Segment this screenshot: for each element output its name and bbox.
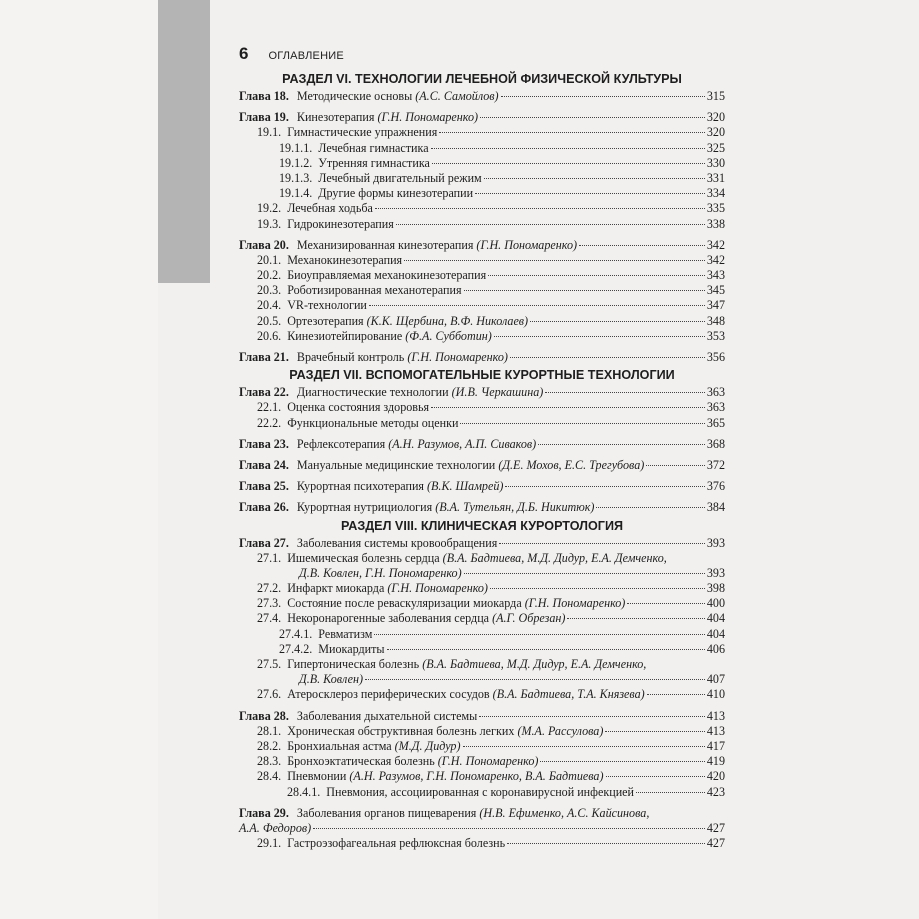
- entry-title: [299, 566, 462, 581]
- entry-title: [318, 642, 384, 657]
- entry-title: [287, 329, 492, 344]
- toc-chapter-row: [239, 479, 725, 494]
- entry-title-text: Бронхоэктатическая болезнь: [287, 754, 438, 769]
- toc-chapter-row: [239, 500, 725, 515]
- entry-number: 27.3.: [257, 596, 282, 611]
- entry-authors: А.А. Федоров): [239, 820, 312, 835]
- entry-title: [297, 385, 543, 400]
- toc-chapter-row: [239, 385, 725, 400]
- dot-leader: [606, 776, 705, 777]
- toc-entry-row: [239, 156, 725, 171]
- dot-leader: [596, 507, 704, 508]
- dot-leader: [431, 148, 705, 149]
- toc-entry-row: [239, 769, 725, 784]
- entry-title-text: Заболевания органов пищеварения: [296, 805, 480, 820]
- toc-entry-row: [239, 416, 725, 431]
- toc-entry-row: [239, 754, 725, 769]
- running-title: ОГЛАВЛЕНИЕ: [268, 50, 344, 62]
- entry-number: 27.5.: [257, 657, 282, 671]
- toc-entry-row: [239, 627, 725, 642]
- entry-title: [297, 437, 536, 452]
- entry-authors: (Д.Е. Мохов, Е.С. Трегубова): [498, 457, 645, 472]
- page-reference: 423: [706, 784, 725, 799]
- entry-title: [297, 110, 478, 125]
- dot-leader: [490, 588, 705, 589]
- dot-leader: [579, 245, 705, 246]
- toc-entry-row: [239, 657, 725, 672]
- entry-title-text: Пневмонии: [287, 769, 350, 784]
- page-reference: 413: [706, 708, 725, 723]
- entry-title-text: Гипертоническая болезнь: [287, 657, 423, 671]
- entry-title-text: Заболевания системы кровообращения: [296, 535, 498, 550]
- dot-leader: [464, 290, 705, 291]
- entry-authors: (В.А. Тутельян, Д.Б. Никитюк): [435, 500, 595, 515]
- entry-title-text: Курортная психотерапия: [296, 479, 428, 494]
- toc-entry-row: [239, 329, 725, 344]
- entry-title-text: Миокардиты: [318, 641, 385, 656]
- entry-authors: (Г.Н. Пономаренко): [476, 237, 578, 252]
- entry-title: [287, 400, 429, 415]
- chapter-label: Глава 25.: [239, 479, 289, 494]
- dot-leader: [480, 117, 705, 118]
- page-reference: 334: [706, 186, 725, 201]
- toc-entry-row: [239, 400, 725, 415]
- page-number: 6: [239, 44, 249, 63]
- page-reference: 398: [706, 581, 725, 596]
- toc-entry-row: [239, 298, 725, 313]
- dot-leader: [404, 260, 705, 261]
- dot-leader: [479, 716, 705, 717]
- toc-entry-row: [239, 581, 725, 596]
- entry-number: 19.1.: [257, 125, 282, 140]
- entry-number: 19.1.4.: [279, 186, 313, 201]
- entry-title-text: Механизированная кинезотерапия: [296, 237, 477, 252]
- toc-entry-row: [239, 314, 725, 329]
- page-reference: 400: [706, 596, 725, 611]
- entry-authors: (В.А. Бадтиева, М.Д. Дидур, Е.А. Демченко,: [422, 657, 647, 671]
- entry-title: [326, 785, 634, 800]
- entry-number: 27.4.1.: [279, 626, 313, 641]
- page-reference: 406: [706, 641, 725, 656]
- toc-entry-row: [239, 596, 725, 611]
- page-reference: 407: [706, 672, 725, 687]
- entry-number: 27.4.2.: [279, 641, 313, 656]
- entry-title: [287, 687, 644, 702]
- entry-title-text: Гастроэзофагеальная рефлюксная болезнь: [287, 836, 506, 851]
- toc-entry-row: [239, 821, 725, 836]
- page-reference: 413: [706, 723, 725, 738]
- entry-authors: (Г.Н. Пономаренко): [524, 596, 626, 611]
- page-reference: 353: [706, 328, 725, 343]
- dot-leader: [507, 843, 705, 844]
- chapter-label: Глава 22.: [239, 385, 289, 400]
- chapter-label: Глава 26.: [239, 500, 289, 515]
- entry-title-text: Другие формы кинезотерапии: [318, 186, 474, 201]
- toc-entry-row: [239, 836, 725, 851]
- dot-leader: [439, 132, 705, 133]
- entry-title: [287, 253, 402, 268]
- entry-title-text: Кинезотерапия: [296, 110, 378, 125]
- entry-number: 28.4.: [257, 769, 282, 784]
- toc-chapter-row: [239, 709, 725, 724]
- entry-number: 28.4.1.: [287, 784, 321, 799]
- entry-title-text: Заболевания дыхательной системы: [296, 708, 478, 723]
- page-reference: 342: [706, 237, 725, 252]
- entry-title: [318, 156, 430, 171]
- entry-title: [287, 125, 437, 140]
- entry-title: [318, 141, 428, 156]
- entry-title-text: Ишемическая болезнь сердца: [287, 550, 443, 565]
- toc-entry-row: [239, 217, 725, 232]
- toc-entry-row: [239, 672, 725, 687]
- entry-title: [299, 672, 363, 687]
- entry-title-text: Механокинезотерапия: [287, 252, 403, 267]
- page-reference: 315: [706, 89, 725, 103]
- entry-authors: (М.Д. Дидур): [394, 738, 461, 753]
- entry-title: [287, 611, 565, 626]
- entry-title-text: Врачебный контроль: [296, 350, 408, 364]
- entry-title: [287, 283, 461, 298]
- entry-title: [287, 657, 646, 672]
- dot-leader: [374, 634, 705, 635]
- dot-leader: [505, 486, 704, 487]
- entry-authors: (Г.Н. Пономаренко): [407, 350, 508, 364]
- dot-leader: [432, 163, 705, 164]
- entry-title: [287, 754, 538, 769]
- page-reference: 420: [706, 769, 725, 784]
- entry-number: 19.2.: [257, 201, 282, 216]
- page-reference: 348: [706, 313, 725, 328]
- section-heading: РАЗДЕЛ VII. ВСПОМОГАТЕЛЬНЫЕ КУРОРТНЫЕ ТЕХНОЛОГИИ: [289, 368, 675, 383]
- entry-authors: Д.В. Ковлен, Г.Н. Пономаренко): [299, 565, 462, 580]
- entry-title-text: Пневмония, ассоциированная с коронавирусной инфекцией: [326, 784, 635, 799]
- page-reference: 376: [706, 479, 725, 494]
- entry-title-text: Кинезиотейпирование: [287, 328, 406, 343]
- entry-title-text: Рефлексотерапия: [296, 436, 389, 451]
- entry-number: 27.1.: [257, 550, 282, 565]
- entry-number: 28.2.: [257, 738, 282, 753]
- dot-leader: [475, 193, 705, 194]
- page-reference: 320: [706, 110, 725, 125]
- toc-entry-row: [239, 785, 725, 800]
- entry-number: 27.6.: [257, 687, 282, 702]
- toc-entry-row: [239, 611, 725, 626]
- entry-authors: (В.К. Шамрей): [427, 479, 504, 494]
- entry-authors: (Г.Н. Пономаренко): [437, 754, 539, 769]
- dot-leader: [499, 543, 705, 544]
- toc-entry-row: [239, 283, 725, 298]
- entry-title: [297, 709, 477, 724]
- page-reference: 325: [706, 140, 725, 155]
- entry-title-text: Оценка состояния здоровья: [287, 400, 430, 415]
- page-reference: 343: [706, 268, 725, 283]
- entry-authors: (Ф.А. Субботин): [405, 328, 492, 343]
- entry-title: [287, 581, 488, 596]
- page-reference: 384: [706, 500, 725, 515]
- dot-leader: [387, 649, 705, 650]
- dot-leader: [646, 465, 705, 466]
- toc-entry-row: [239, 125, 725, 140]
- table-of-contents: [239, 69, 725, 851]
- dot-leader: [369, 305, 705, 306]
- entry-title: [287, 298, 367, 313]
- page-reference: 320: [706, 125, 725, 140]
- entry-number: 20.3.: [257, 283, 282, 298]
- entry-title-text: Гидрокинезотерапия: [287, 216, 394, 231]
- entry-number: 22.2.: [257, 415, 282, 430]
- chapter-label: Глава 27.: [239, 535, 289, 550]
- entry-title-text: Лечебная гимнастика: [318, 140, 429, 155]
- entry-number: 20.2.: [257, 268, 282, 283]
- entry-title: [297, 238, 577, 253]
- entry-number: 28.1.: [257, 723, 282, 738]
- dot-leader: [484, 178, 705, 179]
- toc-chapter-row: [239, 110, 725, 125]
- dot-leader: [464, 573, 705, 574]
- toc-entry-row: [239, 201, 725, 216]
- entry-title-text: Инфаркт миокарда: [287, 581, 388, 596]
- entry-authors: (Н.В. Ефименко, А.С. Кайсинова,: [479, 805, 650, 820]
- toc-entry-row: [239, 687, 725, 702]
- page-reference: 404: [706, 611, 725, 626]
- entry-number: 27.4.: [257, 611, 282, 626]
- entry-title: [297, 536, 497, 551]
- entry-authors: (Г.Н. Пономаренко): [387, 581, 488, 596]
- page-reference: 404: [706, 626, 725, 641]
- dot-leader: [431, 407, 705, 408]
- entry-title: [287, 551, 667, 566]
- entry-number: 19.3.: [257, 216, 282, 231]
- entry-authors: (А.Н. Разумов, Г.Н. Пономаренко, В.А. Бадтиева): [349, 769, 604, 784]
- page-reference: 338: [706, 216, 725, 231]
- toc-chapter-row: [239, 536, 725, 551]
- entry-title-text: Утренняя гимнастика: [318, 155, 430, 170]
- entry-number: 29.1.: [257, 836, 282, 851]
- toc-chapter-row: [239, 806, 725, 821]
- entry-title: [287, 201, 373, 216]
- dot-leader: [313, 828, 705, 829]
- entry-title: [287, 416, 458, 431]
- entry-title-text: Биоуправляемая механокинезотерапия: [287, 268, 487, 283]
- entry-title-text: Лечебный двигательный режим: [318, 170, 482, 185]
- chapter-label: Глава 21.: [239, 350, 289, 364]
- dot-leader: [530, 321, 705, 322]
- entry-number: 28.3.: [257, 754, 282, 769]
- entry-authors: Д.В. Ковлен): [299, 672, 363, 687]
- page-reference: 347: [706, 298, 725, 313]
- dot-leader: [605, 731, 704, 732]
- entry-number: 27.2.: [257, 581, 282, 596]
- entry-title-text: Бронхиальная астма: [287, 738, 395, 753]
- page-reference: 427: [706, 836, 725, 851]
- dot-leader: [501, 96, 705, 97]
- dot-leader: [510, 357, 705, 358]
- dot-leader: [396, 224, 705, 225]
- entry-authors: (В.А. Бадтиева, М.Д. Дидур, Е.А. Демченко,: [442, 550, 667, 565]
- entry-number: 20.4.: [257, 298, 282, 313]
- entry-authors: (И.В. Черкашина): [451, 385, 544, 400]
- chapter-label: Глава 23.: [239, 436, 289, 451]
- page-reference: 356: [706, 350, 725, 364]
- page-edge-tab: [158, 0, 210, 283]
- toc-entry-row: [239, 171, 725, 186]
- toc-entry-row: [239, 268, 725, 283]
- entry-authors: (В.А. Бадтиева, Т.А. Князева): [492, 687, 645, 702]
- page-reference: 417: [706, 738, 725, 753]
- entry-authors: (К.К. Щербина, В.Ф. Николаев): [366, 313, 529, 328]
- entry-title: [287, 268, 486, 283]
- page-reference: 368: [706, 436, 725, 451]
- entry-authors: (Г.Н. Пономаренко): [377, 110, 479, 125]
- entry-title-text: Роботизированная механотерапия: [287, 283, 462, 298]
- dot-leader: [488, 275, 705, 276]
- entry-title: [297, 500, 595, 515]
- entry-title-text: Курортная нутрициология: [296, 500, 436, 515]
- entry-title: [297, 806, 649, 821]
- page-reference: 393: [706, 565, 725, 580]
- page-reference: 419: [706, 754, 725, 769]
- entry-title-text: VR-технологии: [287, 298, 367, 313]
- entry-authors: (А.Н. Разумов, А.П. Сиваков): [388, 436, 537, 451]
- entry-authors: (А.Г. Обрезан): [492, 611, 566, 626]
- entry-title: [297, 89, 499, 104]
- entry-title-text: Мануальные медицинские технологии: [296, 457, 499, 472]
- entry-title: [287, 596, 625, 611]
- page-reference: 427: [706, 820, 725, 835]
- toc-chapter-row: [239, 89, 725, 104]
- entry-title: [297, 479, 504, 494]
- page-reference: 330: [706, 155, 725, 170]
- dot-leader: [647, 694, 705, 695]
- entry-title: [287, 724, 603, 739]
- toc-chapter-row: [239, 238, 725, 253]
- page-reference: 331: [706, 170, 725, 185]
- entry-title-text: Ортезотерапия: [287, 313, 367, 328]
- entry-number: 22.1.: [257, 400, 282, 415]
- dot-leader: [460, 423, 704, 424]
- dot-leader: [567, 618, 704, 619]
- section-heading: РАЗДЕЛ VI. ТЕХНОЛОГИИ ЛЕЧЕБНОЙ ФИЗИЧЕСКОЙ КУЛЬТУРЫ: [282, 72, 682, 86]
- dot-leader: [375, 208, 705, 209]
- dot-leader: [627, 603, 705, 604]
- entry-title-text: Методические основы: [296, 89, 416, 103]
- page-reference: 345: [706, 283, 725, 298]
- toc-entry-row: [239, 642, 725, 657]
- entry-title-text: Гимнастические упражнения: [287, 125, 438, 140]
- entry-title: [318, 171, 481, 186]
- toc-entry-row: [239, 551, 725, 566]
- entry-authors: (А.С. Самойлов): [415, 89, 499, 103]
- dot-leader: [365, 679, 705, 680]
- page-reference: 365: [706, 415, 725, 430]
- entry-title: [287, 217, 394, 232]
- entry-number: 20.6.: [257, 328, 282, 343]
- page-reference: 342: [706, 252, 725, 267]
- entry-title-text: Ревматизм: [318, 626, 373, 641]
- toc-entry-row: [239, 141, 725, 156]
- page-reference: 335: [706, 201, 725, 216]
- entry-title-text: Лечебная ходьба: [287, 201, 373, 216]
- chapter-label: Глава 24.: [239, 457, 289, 472]
- entry-title-text: Некоронарогенные заболевания сердца: [287, 611, 493, 626]
- entry-number: 19.1.1.: [279, 140, 313, 155]
- dot-leader: [545, 392, 705, 393]
- entry-title: [287, 769, 603, 784]
- chapter-label: Глава 29.: [239, 805, 289, 820]
- entry-title: [239, 821, 311, 836]
- entry-title: [318, 186, 473, 201]
- entry-number: 19.1.2.: [279, 155, 313, 170]
- chapter-label: Глава 20.: [239, 237, 289, 252]
- toc-chapter-row: [239, 458, 725, 473]
- toc-entry-row: [239, 724, 725, 739]
- dot-leader: [540, 761, 704, 762]
- chapter-label: Глава 18.: [239, 89, 289, 103]
- toc-chapter-row: [239, 350, 725, 365]
- page-reference: 372: [706, 457, 725, 472]
- page-reference: 393: [706, 535, 725, 550]
- toc-entry-row: [239, 739, 725, 754]
- page-reference: 363: [706, 385, 725, 400]
- dot-leader: [538, 444, 705, 445]
- entry-title-text: Функциональные методы оценки: [287, 415, 459, 430]
- entry-title-text: Атеросклероз периферических сосудов: [287, 687, 493, 702]
- toc-chapter-row: [239, 437, 725, 452]
- page-reference: 363: [706, 400, 725, 415]
- entry-title: [318, 627, 372, 642]
- section-heading: РАЗДЕЛ VIII. КЛИНИЧЕСКАЯ КУРОРТОЛОГИЯ: [340, 518, 624, 533]
- page-reference: 410: [706, 687, 725, 702]
- chapter-label: Глава 19.: [239, 110, 289, 125]
- entry-title: [287, 836, 505, 851]
- entry-title: [297, 350, 508, 365]
- dot-leader: [463, 746, 705, 747]
- entry-number: 20.1.: [257, 252, 282, 267]
- entry-title-text: Хроническая обструктивная болезнь легких: [287, 723, 518, 738]
- dot-leader: [636, 792, 705, 793]
- entry-title: [287, 314, 528, 329]
- entry-title: [287, 739, 460, 754]
- page-header: [239, 44, 344, 64]
- toc-entry-row: [239, 566, 725, 581]
- entry-authors: (М.А. Рассулова): [517, 723, 604, 738]
- entry-title-text: Диагностические технологии: [296, 385, 452, 400]
- toc-entry-row: [239, 253, 725, 268]
- chapter-label: Глава 28.: [239, 708, 289, 723]
- dot-leader: [494, 336, 705, 337]
- entry-number: 19.1.3.: [279, 170, 313, 185]
- toc-entry-row: [239, 186, 725, 201]
- entry-title-text: Состояние после реваскуляризации миокарда: [287, 596, 525, 611]
- entry-title: [297, 458, 644, 473]
- entry-number: 20.5.: [257, 313, 282, 328]
